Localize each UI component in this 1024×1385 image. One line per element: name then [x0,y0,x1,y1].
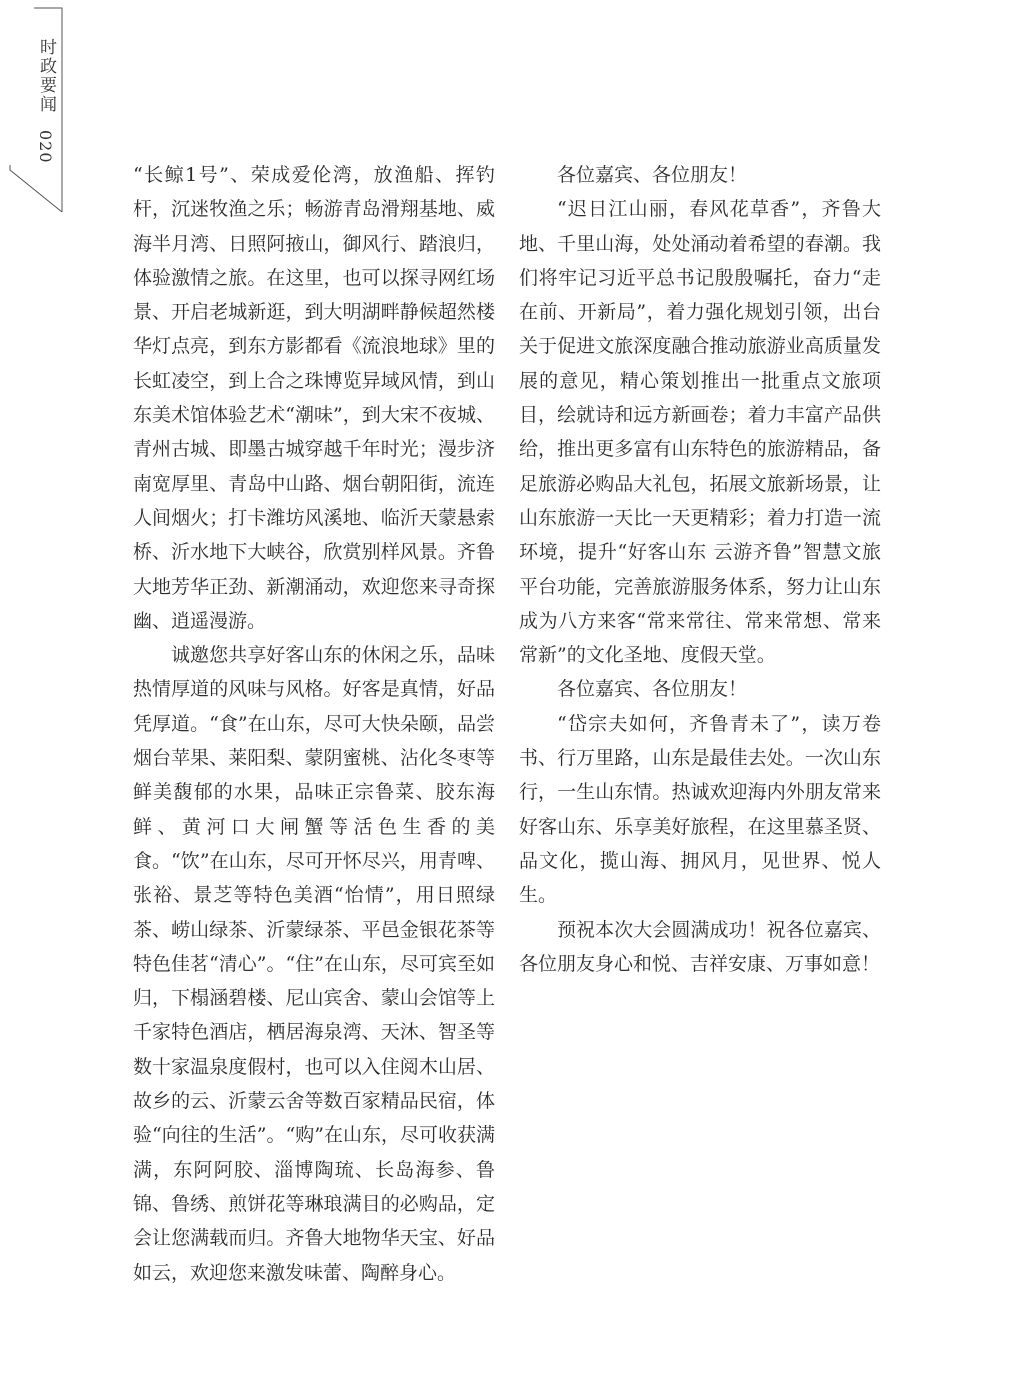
left-column [133,158,495,1290]
paragraph: 预祝本次大会圆满成功！祝各位嘉宾、各位朋友身心和悦、吉祥安康、万事如意！ [519,918,881,975]
paragraph: “长鲸1号”、荣成爱伦湾，放渔船、挥钓杆，沉迷牧渔之乐；畅游青岛滑翔基地、威海半月湾、日照阿掖山，御风行、踏浪归，体验激情之旅。在这里，也可以探寻网红场景、开启老城新逛，到大明湖畔静候超然楼华灯点亮，到东方影都看《流浪地球》里的长虹凌空，到上合之珠博览异域风情，到山东美术馆体验艺术“潮味”，到大宋不夜城、青州古城、即墨古城穿越千年时光；漫步济南宽厚里、青岛中山路、烟台朝阳街，流连人间烟火；打卡潍坊风溪地、临沂天蒙悬索桥、沂水地下大峡谷，欣赏别样风景。齐鲁大地芳华正劲、新潮涌动，欢迎您来寻奇探幽、逍遥漫游。 [133,164,495,632]
right-column [519,158,881,981]
paragraph: 诚邀您共享好客山东的休闲之乐，品味热情厚道的风味与风格。好客是真情，好品凭厚道。“食”在山东，尽可大快朵颐，品尝烟台苹果、莱阳梨、蒙阴蜜桃、沾化冬枣等鲜美馥郁的水果，品味正宗鲁菜、胶东海鲜、黄河口大闸蟹等活色生香的美食。“饮”在山东，尽可开怀尽兴，用青啤、张裕、景芝等特色美酒“怡情”，用日照绿茶、崂山绿茶、沂蒙绿茶、平邑金银花茶等特色佳茗“清心”。“住”在山东，尽可宾至如归，下榻涵碧楼、尼山宾舍、蒙山会馆等上千家特色酒店，栖居海泉湾、天沐、智圣等数十家温泉度假村，也可以入住阅木山居、故乡的云、沂蒙云舍等数百家精品民宿，体验“向往的生活”。“购”在山东，尽可收获满满，东阿阿胶、淄博陶琉、长岛海参、鲁锦、鲁绣、煎饼花等琳琅满目的必购品，定会让您满载而归。齐鲁大地物华天宝、好品如云，欢迎您来激发味蕾、陶醉身心。 [133,644,495,1284]
section-tab [0,0,70,230]
paragraph: “迟日江山丽，春风花草香”，齐鲁大地、千里山海，处处涌动着希望的春潮。我们将牢记习近平总书记殷殷嘱托，奋力“走在前、开新局”，着力强化规划引领，出台关于促进文旅深度融合推动旅游业高质量发展的意见，精心策划推出一批重点文旅项目，绘就诗和远方新画卷；着力丰富产品供给，推出更多富有山东特色的旅游精品，备足旅游必购品大礼包，拓展文旅新场景，让山东旅游一天比一天更精彩；着力打造一流环境，提升“好客山东 云游齐鲁”智慧文旅平台功能，完善旅游服务体系，努力让山东成为八方来客“常来常往、常来常想、常来常新”的文化圣地、度假天堂。 [519,198,881,667]
paragraph: “岱宗夫如何，齐鲁青未了”，读万卷书、行万里路，山东是最佳去处。一次山东行，一生山东情。热诚欢迎海内外朋友常来好客山东、乐享美好旅程，在这里慕圣贤、品文化，揽山海、拥风月，见世界、悦人生。 [519,712,881,907]
paragraph: 各位嘉宾、各位朋友！ [557,164,748,186]
section-tab-border [0,0,70,230]
paragraph: 各位嘉宾、各位朋友！ [557,678,748,701]
section-label: 时政要闻 [36,38,56,114]
page-number: 020 [36,130,55,164]
